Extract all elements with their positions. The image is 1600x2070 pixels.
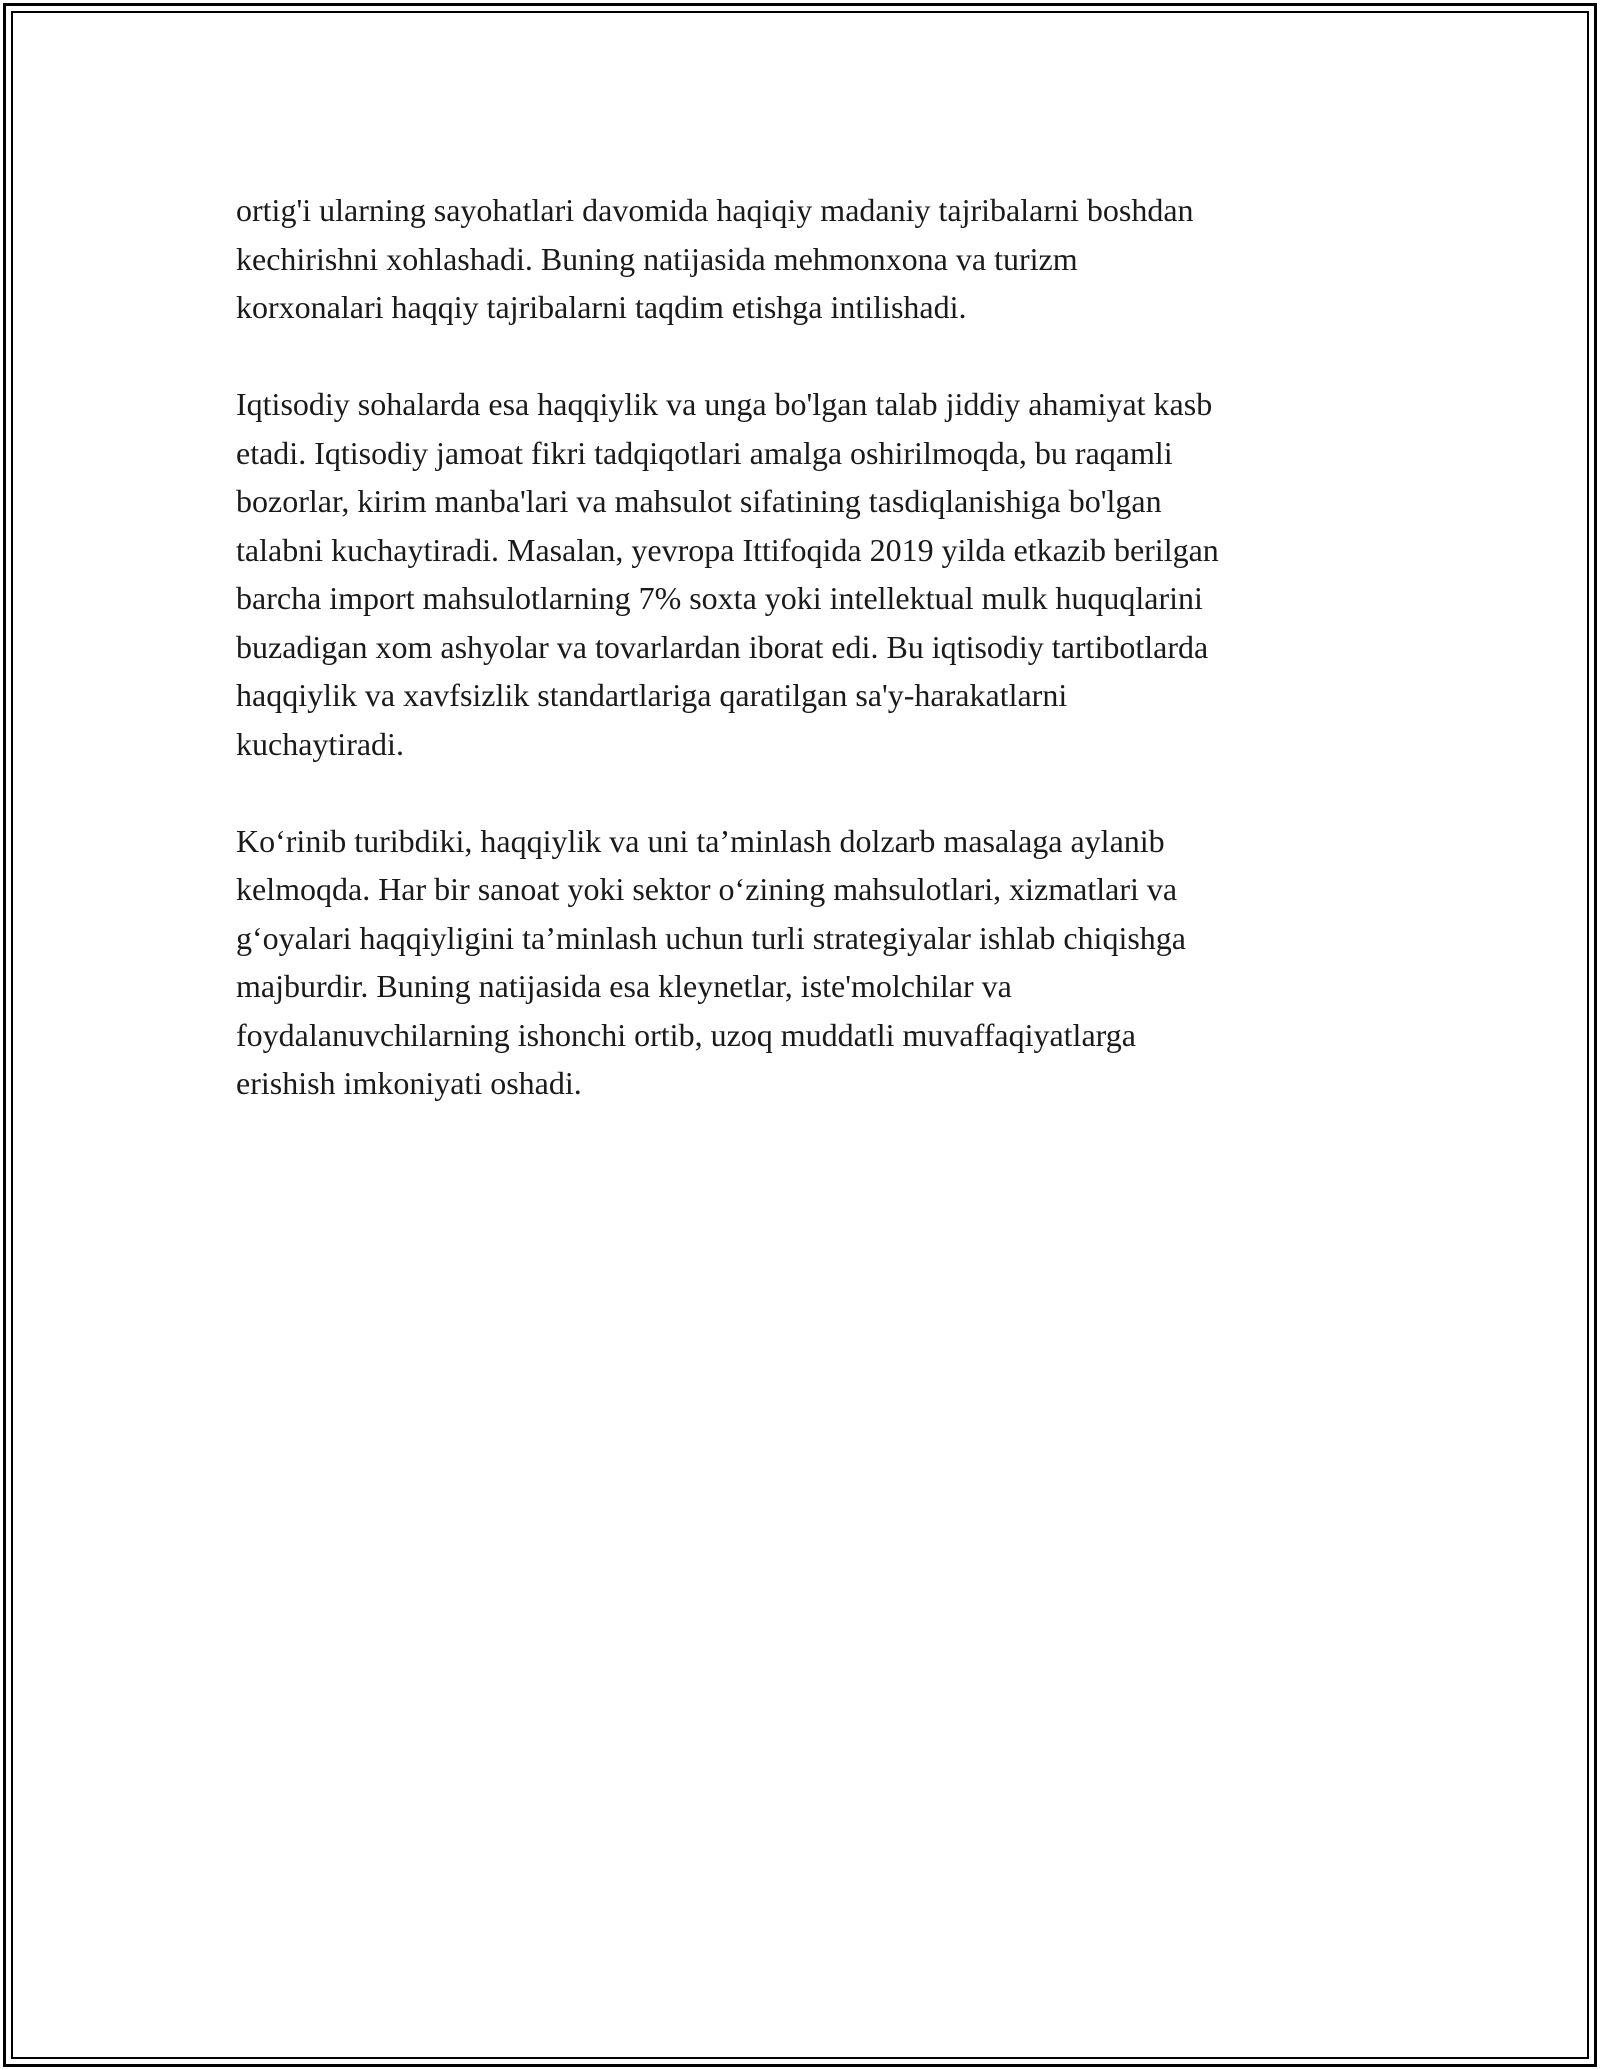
- document-body: [236, 186, 1366, 1156]
- paragraph-tourism: ortig'i ularning sayohatlari davomida haqiqiy madaniy tajribalarni boshdan kechirishni xohlashadi. Buning natijasida mehmonxona va turizm korxonalari haqqiy tajribalarni taqdim etishga intilishadi.: [236, 192, 1194, 325]
- paragraph-conclusion: Ko‘rinib turibdiki, haqqiylik va uni ta’minlash dolzarb masalaga aylanib kelmoqda. Har bir sanoat yoki sektor o‘zining mahsulotlari, xizmatlari va g‘oyalari haqqiyligini ta’minlash uchun turli strategiyalar ishlab chiqishga majburdir. Buning natijasida esa kleynetlar, iste'molchilar va foydalanuvchilarning ishonchi ortib, uzoq muddatli muvaffaqiyatlarga erishish imkoniyati oshadi.: [236, 822, 1186, 1101]
- paragraph-economy: Iqtisodiy sohalarda esa haqqiylik va unga bo'lgan talab jiddiy ahamiyat kasb etadi. Iqtisodiy jamoat fikri tadqiqotlari amalga oshirilmoqda, bu raqamli bozorlar, kirim manba'lari va mahsulot sifatining tasdiqlanishiga bo'lgan talabni kuchaytiradi. Masalan, yevropa Ittifoqida 2019 yilda etkazib berilgan barcha import mahsulotlarning 7% soxta yoki intellektual mulk huquqlarini buzadigan xom ashyolar va tovarlardan iborat edi. Bu iqtisodiy tartibotlarda haqqiylik va xavfsizlik standartlariga qaratilgan sa'y-harakatlarni kuchaytiradi.: [236, 386, 1219, 762]
